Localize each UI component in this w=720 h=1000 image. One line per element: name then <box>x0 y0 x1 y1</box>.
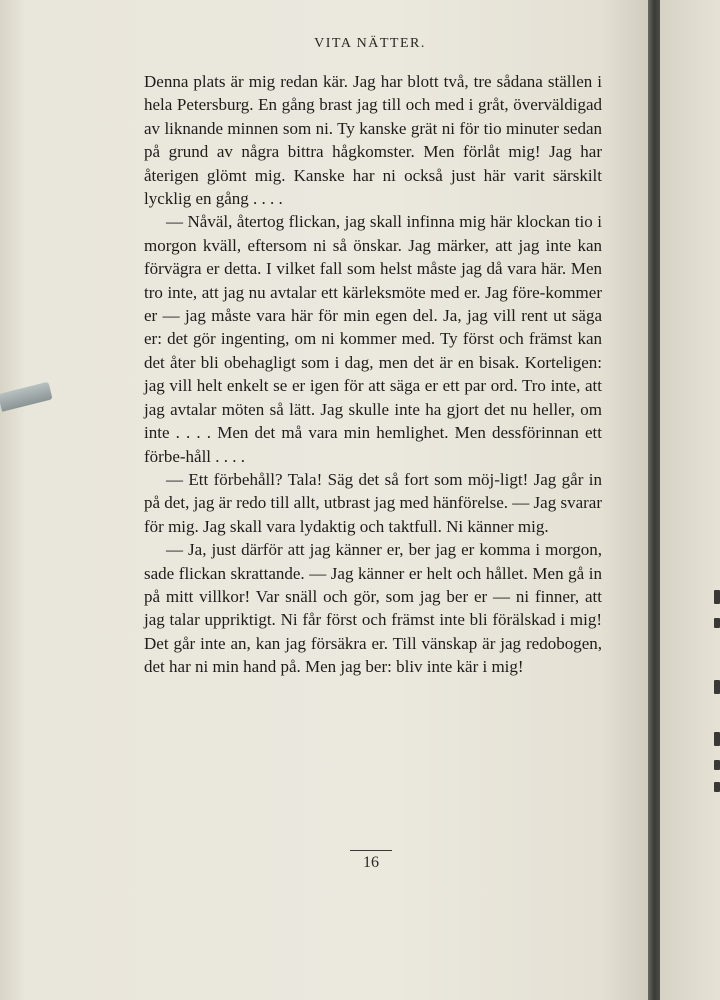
paragraph-1: Denna plats är mig redan kär. Jag har blott två, tre sådana ställen i hela Petersburg. En gång brast jag till och med i gråt, överväldigad av liknande minnen som ni. Ty kanske grät ni för tio minuter sedan på grund av några bittra hågkomster. Men förlåt mig! Jag har återigen glömt mig. Kanske har ni också just här varit särskilt lycklig en gång . . . . <box>144 72 602 209</box>
running-header: VITA NÄTTER. <box>314 36 426 51</box>
body-text <box>144 70 602 679</box>
paragraph-4: — Ja, just därför att jag känner er, ber jag er komma i morgon, sade flickan skrattande. — Jag känner er helt och hållet. Men gå in på mitt villkor! Var snäll och gör, som jag ber er — ni finner, att jag talar uppriktigt. Ni får först och främst inte bli förälskad i mig! Det går inte an, kan jag försäkra er. Till vänskap är jag redobogen, det har ni min hand på. Men jag ber: bliv inte kär i mig! <box>144 540 602 677</box>
next-page-text-fragment <box>714 590 720 604</box>
page-number-rule <box>350 850 392 851</box>
paragraph-2: — Nåväl, återtog flickan, jag skall infinna mig här klockan tio i morgon kväll, eftersom ni så önskar. Jag märker, att jag inte kan förvägra er detta. I vilket fall som helst måste jag då vara här. Men tro inte, att jag nu avtalar ett kärleksmöte med er. Jag före-kommer er — jag måste vara här för min egen del. Ja, jag vill rent ut säga er: det gör ingenting, om ni kommer med. Ty först och främst kan det åter bli obehagligt som i dag, men det är en bisak. Korteligen: jag vill helt enkelt se er igen för att säga er ett par ord. Tro inte, att jag avtalar möten så lätt. Jag skulle inte ha gjort det nu heller, om inte . . . . Men det må vara min hemlighet. Men dessförinnan ett förbe-håll . . . . <box>144 212 602 466</box>
next-page-text-fragment <box>714 680 720 694</box>
paragraph-3: — Ett förbehåll? Tala! Säg det så fort som möj-ligt! Jag går in på det, jag är redo till allt, utbrast jag med hänförelse. — Jag svarar för mig. Jag skall vara lydaktig och taktfull. Ni känner mig. <box>144 469 602 536</box>
next-page-text-fragment <box>714 782 720 792</box>
next-page-text-fragment <box>714 732 720 746</box>
next-page-text-fragment <box>714 618 720 628</box>
page-number: 16 <box>363 854 379 871</box>
next-page-text-fragment <box>714 760 720 770</box>
next-page-edge <box>660 0 720 1000</box>
